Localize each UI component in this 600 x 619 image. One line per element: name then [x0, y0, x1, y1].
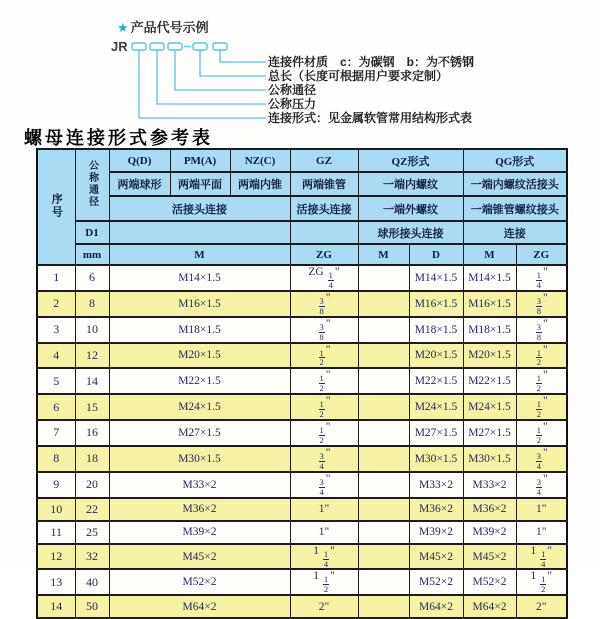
cell-dn: 6 — [75, 265, 109, 291]
cell-dn: 10 — [75, 317, 109, 343]
table-row — [37, 569, 567, 595]
cell-gz-zg: $\frac{3}{4}$ " — [290, 472, 358, 498]
diagram-label: 公称压力 — [268, 97, 317, 111]
cell-qz-m — [358, 472, 409, 498]
cell-qg-zg: $\frac{1}{4}$ " — [516, 265, 567, 291]
diagram-label: 连接形式：见金属软管常用结构形式表 — [268, 111, 473, 125]
cell-qg-m: M22×1.5 — [463, 368, 516, 394]
table-row — [37, 343, 567, 369]
cell-qg-zg: $\frac{1}{2}$ " — [516, 368, 567, 394]
cell-qg-m: M14×1.5 — [463, 265, 516, 291]
table-row — [37, 394, 567, 420]
header-zg-qg: ZG — [516, 244, 567, 265]
cell-gz-zg: $\frac{1}{2}$ " — [290, 343, 358, 369]
cell-qg-zg: 2" — [516, 595, 567, 618]
cell-qz-d: M16×1.5 — [409, 291, 463, 317]
header-sub-q: 两端球形 — [109, 172, 170, 196]
table-row — [37, 420, 567, 446]
header-d1: D1 — [75, 221, 109, 244]
header-ball-joint-qz: 球形接头连接 — [358, 221, 463, 244]
cell-seq: 3 — [37, 317, 75, 343]
header-sub-qg: 一端内螺纹活接头 — [463, 172, 567, 196]
table-row — [37, 498, 567, 521]
header-row-3 — [37, 196, 567, 221]
header-row-1 — [37, 149, 567, 172]
cell-qz-d: M52×2 — [409, 569, 463, 595]
cell-qg-zg: $\frac{1}{2}$ " — [516, 394, 567, 420]
cell-qz-d: M14×1.5 — [409, 265, 463, 291]
cell-dn: 32 — [75, 544, 109, 570]
cell-qg-zg: $\frac{1}{2}$ " — [516, 420, 567, 446]
cell-seq: 10 — [37, 498, 75, 521]
cell-qz-d: M27×1.5 — [409, 420, 463, 446]
cell-seq: 1 — [37, 265, 75, 291]
table-row — [37, 472, 567, 498]
table-row — [37, 521, 567, 544]
header-taper-joint-qg: 一端锥管螺纹接头 — [463, 196, 567, 221]
cell-dn: 8 — [75, 291, 109, 317]
cell-gz-zg: $\frac{1}{2}$ " — [290, 420, 358, 446]
header-row-5 — [37, 244, 567, 265]
cell-dn: 12 — [75, 343, 109, 369]
cell-qz-m — [358, 317, 409, 343]
cell-qz-d: M20×1.5 — [409, 343, 463, 369]
cell-qg-zg: $\frac{3}{4}$ " — [516, 446, 567, 472]
cell-qz-d: M33×2 — [409, 472, 463, 498]
cell-qg-zg: $\frac{3}{4}$ " — [516, 472, 567, 498]
cell-qg-m: M16×1.5 — [463, 291, 516, 317]
cell-qz-m — [358, 446, 409, 472]
cell-qz-m — [358, 343, 409, 369]
header-ext-thread-qz: 一端外螺纹 — [358, 196, 463, 221]
cell-m-thread: M20×1.5 — [109, 343, 290, 369]
cell-seq: 2 — [37, 291, 75, 317]
table-row — [37, 544, 567, 570]
cell-gz-zg: 1" — [290, 521, 358, 544]
cell-qg-m: M30×1.5 — [463, 446, 516, 472]
cell-dn: 18 — [75, 446, 109, 472]
diagram-labels — [268, 55, 474, 125]
cell-seq: 11 — [37, 521, 75, 544]
header-union-left: 活接头连接 — [109, 196, 290, 221]
cell-dn: 22 — [75, 498, 109, 521]
cell-qg-zg: 1 $\frac{1}{2}$ " — [516, 569, 567, 595]
header-d-qz: D — [409, 244, 463, 265]
cell-qg-m: M64×2 — [463, 595, 516, 618]
cell-gz-zg: $\frac{3}{8}$ " — [290, 317, 358, 343]
cell-qz-m — [358, 595, 409, 618]
cell-qz-m — [358, 569, 409, 595]
cell-qg-m: M24×1.5 — [463, 394, 516, 420]
header-col-nz: NZ(C) — [230, 149, 290, 172]
header-row-2 — [37, 172, 567, 196]
cell-qz-m — [358, 394, 409, 420]
cell-m-thread: M18×1.5 — [109, 317, 290, 343]
table-row — [37, 317, 567, 343]
cell-qz-m — [358, 544, 409, 570]
header-zg-gz: ZG — [290, 244, 358, 265]
cell-gz-zg: 1 $\frac{1}{2}$ " — [290, 569, 358, 595]
header-connect-qg: 连接 — [463, 221, 567, 244]
cell-m-thread: M33×2 — [109, 472, 290, 498]
diagram-title-text: 产品代号示例 — [130, 20, 209, 35]
cell-qg-m: M18×1.5 — [463, 317, 516, 343]
cell-qz-d: M36×2 — [409, 498, 463, 521]
cell-qz-m — [358, 420, 409, 446]
cell-qz-d: M24×1.5 — [409, 394, 463, 420]
cell-qz-d: M22×1.5 — [409, 368, 463, 394]
cell-m-thread: M45×2 — [109, 544, 290, 570]
cell-qg-zg: $\frac{1}{2}$ " — [516, 343, 567, 369]
cell-m-thread: M24×1.5 — [109, 394, 290, 420]
cell-seq: 9 — [37, 472, 75, 498]
cell-dn: 40 — [75, 569, 109, 595]
header-seq: 序号 — [37, 149, 75, 265]
cell-qg-zg: 1" — [516, 521, 567, 544]
cell-gz-zg: 2" — [290, 595, 358, 618]
header-mm: mm — [75, 244, 109, 265]
diagram-label: 连接件材质 c：为碳钢 b：为不锈钢 — [268, 55, 475, 69]
diagram-label: 总长（长度可根据用户要求定制） — [268, 69, 449, 83]
cell-dn: 25 — [75, 521, 109, 544]
cell-seq: 13 — [37, 569, 75, 595]
header-union-gz: 活接头连接 — [290, 196, 358, 221]
cell-dn: 14 — [75, 368, 109, 394]
cell-qz-m — [358, 521, 409, 544]
cell-gz-zg: 1 $\frac{1}{4}$ " — [290, 544, 358, 570]
cell-seq: 12 — [37, 544, 75, 570]
table-row — [37, 265, 567, 291]
header-sub-gz: 两端锥管 — [290, 172, 358, 196]
diagram-label: 公称通径 — [268, 83, 317, 97]
cell-m-thread: M22×1.5 — [109, 368, 290, 394]
header-empty-left — [109, 221, 290, 244]
cell-qz-d: M30×1.5 — [409, 446, 463, 472]
cell-gz-zg: 1" — [290, 498, 358, 521]
cell-qg-m: M45×2 — [463, 544, 516, 570]
cell-qg-m: M39×2 — [463, 521, 516, 544]
cell-seq: 14 — [37, 595, 75, 618]
cell-qz-m — [358, 498, 409, 521]
cell-dn: 50 — [75, 595, 109, 618]
code-prefix: JR — [111, 39, 128, 54]
cell-m-thread: M27×1.5 — [109, 420, 290, 446]
cell-seq: 6 — [37, 394, 75, 420]
header-col-gz: GZ — [290, 149, 358, 172]
cell-qz-d: M64×2 — [409, 595, 463, 618]
cell-m-thread: M30×1.5 — [109, 446, 290, 472]
cell-gz-zg: $\frac{3}{8}$ " — [290, 291, 358, 317]
table-row — [37, 291, 567, 317]
cell-qz-m — [358, 368, 409, 394]
cell-m-thread: M64×2 — [109, 595, 290, 618]
cell-gz-zg: ZG $\frac{1}{4}$ " — [290, 265, 358, 291]
cell-m-thread: M14×1.5 — [109, 265, 290, 291]
cell-m-thread: M36×2 — [109, 498, 290, 521]
cell-qg-m: M33×2 — [463, 472, 516, 498]
header-col-qz: QZ形式 — [358, 149, 463, 172]
header-empty-gz — [290, 221, 358, 244]
cell-seq: 4 — [37, 343, 75, 369]
header-col-pm: PM(A) — [170, 149, 230, 172]
table-row — [37, 446, 567, 472]
cell-seq: 8 — [37, 446, 75, 472]
header-sub-pm: 两端平面 — [170, 172, 230, 196]
cell-qg-m: M52×2 — [463, 569, 516, 595]
cell-m-thread: M52×2 — [109, 569, 290, 595]
cell-qz-m — [358, 265, 409, 291]
header-m-qg: M — [463, 244, 516, 265]
cell-dn: 20 — [75, 472, 109, 498]
cell-qz-d: M45×2 — [409, 544, 463, 570]
cell-dn: 15 — [75, 394, 109, 420]
cell-gz-zg: $\frac{1}{2}$ " — [290, 368, 358, 394]
table-row — [37, 368, 567, 394]
cell-qz-m — [358, 291, 409, 317]
header-col-qg: QG形式 — [463, 149, 567, 172]
header-dn: 公称通径 — [75, 149, 109, 221]
star-icon: ★ — [117, 20, 129, 35]
cell-seq: 7 — [37, 420, 75, 446]
cell-seq: 5 — [37, 368, 75, 394]
cell-qg-m: M20×1.5 — [463, 343, 516, 369]
cell-qg-zg: 1" — [516, 498, 567, 521]
header-row-4 — [37, 221, 567, 244]
header-m-qz: M — [358, 244, 409, 265]
cell-qg-zg: $\frac{3}{8}$ " — [516, 317, 567, 343]
header-m-merged: M — [109, 244, 290, 265]
header-sub-qz: 一端内螺纹 — [358, 172, 463, 196]
reference-table — [36, 148, 568, 619]
cell-qg-zg: $\frac{3}{8}$ " — [516, 291, 567, 317]
cell-gz-zg: $\frac{1}{2}$ " — [290, 394, 358, 420]
cell-qg-m: M36×2 — [463, 498, 516, 521]
cell-qg-zg: 1 $\frac{1}{4}$ " — [516, 544, 567, 570]
cell-gz-zg: $\frac{3}{4}$ " — [290, 446, 358, 472]
cell-dn: 16 — [75, 420, 109, 446]
header-sub-nz: 两端内锥 — [230, 172, 290, 196]
header-col-q: Q(D) — [109, 149, 170, 172]
cell-qz-d: M39×2 — [409, 521, 463, 544]
cell-m-thread: M16×1.5 — [109, 291, 290, 317]
cell-qz-d: M18×1.5 — [409, 317, 463, 343]
cell-qg-m: M27×1.5 — [463, 420, 516, 446]
table-row — [37, 595, 567, 618]
cell-m-thread: M39×2 — [109, 521, 290, 544]
table-title: 螺母连接形式参考表 — [24, 128, 213, 148]
